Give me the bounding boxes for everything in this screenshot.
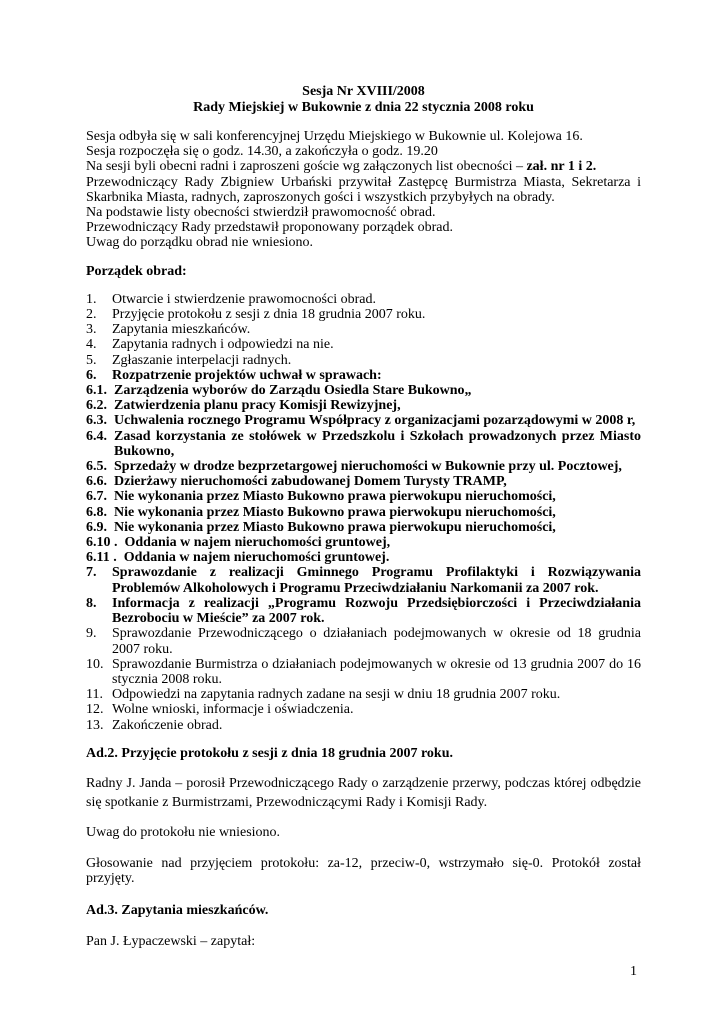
agenda-item-number: 6.1. [86, 383, 114, 399]
agenda-item-number: 6.7. [86, 489, 114, 505]
intro-section [86, 129, 641, 251]
attachment-reference: zał. nr 1 i 2. [526, 159, 597, 175]
ad2-paragraph-2: Uwag do protokołu nie wniesiono. [86, 824, 281, 840]
agenda-item-number: 13. [86, 717, 111, 733]
agenda-item [86, 565, 641, 595]
intro-line-2: Sesja rozpoczęła się o godz. 14.30, a zakończyła o godz. 19.20 [86, 144, 438, 160]
intro-line-6: Przewodniczący Rady przedstawił proponowany porządek obrad. [86, 220, 453, 236]
agenda-item-number: 1. [86, 291, 104, 307]
agenda-item [86, 657, 641, 687]
agenda-item-number: 4. [86, 337, 104, 353]
agenda-item-number: 2. [86, 307, 104, 323]
agenda-item [86, 383, 641, 398]
intro-line-5: Na podstawie listy obecności stwierdził prawomocność obrad. [86, 205, 436, 221]
agenda-item-text: Nie wykonania przez Miasto Bukowno prawa pierwokupu nieruchomości, [114, 519, 556, 535]
agenda-heading: Porządek obrad: [86, 263, 187, 279]
agenda-item-number: 3. [86, 322, 104, 338]
agenda-item [86, 520, 641, 535]
agenda-item-text: Zapytania radnych i odpowiedzi na nie. [112, 337, 334, 353]
agenda-item [86, 292, 641, 307]
agenda-item-number: 8. [86, 595, 104, 611]
agenda-item-number: 6.5. [86, 459, 114, 475]
agenda-item-number: 6. [86, 367, 104, 383]
intro-line-3-text: Na sesji byli obecni radni i zaproszeni goście wg załączonych list obecności – [86, 159, 527, 175]
agenda-item-number: 12. [86, 702, 111, 718]
agenda-item-number: 6.4. [86, 428, 114, 444]
agenda-item [86, 368, 641, 383]
agenda-item-text: Zapytania mieszkańców. [112, 322, 251, 338]
agenda-item-text: Oddania w najem nieruchomości gruntowej, [124, 535, 391, 551]
intro-line-4: Przewodniczący Rady Zbigniew Urbański przywitał Zastępcę Burmistrza Miasta, Sekretarza i Skarbnika Miasta, radnych, zaproszonych gości i wszystkich przybyłych na obrady. [86, 174, 641, 205]
agenda-item-text: Rozpatrzenie projektów uchwał w sprawach: [112, 367, 382, 383]
agenda-item [86, 307, 641, 322]
intro-line-7: Uwag do porządku obrad nie wniesiono. [86, 235, 314, 251]
agenda-item-number: 6.2. [86, 398, 114, 414]
agenda-item-text: Zgłaszanie interpelacji radnych. [112, 352, 292, 368]
ad2-heading: Ad.2. Przyjęcie protokołu z sesji z dnia 18 grudnia 2007 roku. [86, 745, 453, 761]
ad2-paragraph-1: Radny J. Janda – porosił Przewodniczącego Rady o zarządzenie przerwy, podczas której odbędzie się spotkanie z Burmistrzami, Przewodniczącymi Rady i Komisji Rady. [86, 775, 641, 810]
agenda-item [86, 353, 641, 368]
agenda-item-text: Wolne wnioski, informacje i oświadczenia. [112, 702, 354, 718]
agenda-item-number: 6.10 . [86, 535, 125, 551]
agenda-item [86, 626, 641, 656]
agenda-item [86, 550, 641, 565]
agenda-item [86, 413, 641, 428]
agenda-item-number: 6.9. [86, 519, 114, 535]
agenda-item-number: 7. [86, 565, 104, 581]
agenda-item [86, 337, 641, 352]
agenda-item [86, 474, 641, 489]
ad2-paragraph-3: Głosowanie nad przyjęciem protokołu: za-12, przeciw-0, wstrzymało się-0. Protokół został przyjęty. [86, 856, 641, 887]
agenda-item-text: Nie wykonania przez Miasto Bukowno prawa pierwokupu nieruchomości, [114, 504, 556, 520]
agenda-item-number: 10. [86, 656, 111, 672]
session-title: Sesja Nr XVIII/2008 [302, 84, 425, 99]
agenda-item [86, 459, 641, 474]
agenda-item [86, 322, 641, 337]
agenda-item-text: Uchwalenia rocznego Programu Współpracy z organizacjami pozarządowymi w 2008 r, [114, 413, 636, 429]
agenda-item-text: Odpowiedzi na zapytania radnych zadane na sesji w dniu 18 grudnia 2007 roku. [112, 687, 561, 703]
agenda-item [86, 505, 641, 520]
document-page [86, 84, 641, 949]
intro-line-1: Sesja odbyła się w sali konferencyjnej Urzędu Miejskiego w Bukownie ul. Kolejowa 16. [86, 129, 583, 144]
agenda-item [86, 398, 641, 413]
intro-line-3 [86, 159, 641, 174]
agenda-item-text: Sprawozdanie Przewodniczącego o działaniach podejmowanych w okresie od 18 grudnia 2007 roku. [112, 626, 641, 657]
session-subtitle: Rady Miejskiej w Bukownie z dnia 22 stycznia 2008 roku [193, 100, 534, 115]
agenda-item-text: Sprawozdanie z realizacji Gminnego Programu Profilaktyki i Rozwiązywania Problemów Alkoholowych i Programu Przeciwdziałaniu Narkomanii za 2007 rok. [112, 565, 641, 596]
agenda-item-number: 6.6. [86, 474, 114, 490]
agenda-item-number: 6.8. [86, 504, 114, 520]
ad3-paragraph-1: Pan J. Łypaczewski – zapytał: [86, 933, 256, 949]
agenda-item-text: Otwarcie i stwierdzenie prawomocności obrad. [112, 291, 376, 307]
agenda-item-text: Zarządzenia wyborów do Zarządu Osiedla Stare Bukowno„ [114, 383, 472, 399]
agenda-item-text: Sprzedaży w drodze bezprzetargowej nieruchomości w Bukownie przy ul. Pocztowej, [114, 459, 622, 475]
agenda-item [86, 429, 641, 459]
agenda-item [86, 535, 641, 550]
agenda-item [86, 596, 641, 626]
agenda-item-number: 9. [86, 626, 104, 642]
agenda-item-text: Informacja z realizacji „Programu Rozwoju Przedsiębiorczości i Przeciwdziałania Bezrobociu w Mieście” za 2007 rok. [112, 595, 641, 627]
agenda-item-number: 6.3. [86, 413, 114, 429]
agenda-item-text: Przyjęcie protokołu z sesji z dnia 18 grudnia 2007 roku. [112, 307, 426, 323]
agenda-item-text: Oddania w najem nieruchomości gruntowej. [123, 550, 390, 566]
agenda-item-number: 11. [86, 687, 110, 703]
agenda-item-text: Sprawozdanie Burmistrza o działaniach podejmowanych w okresie od 13 grudnia 2007 do 16 stycznia 2008 roku. [112, 656, 641, 687]
agenda-item-number: 6.11 . [86, 550, 124, 566]
ad3-heading: Ad.3. Zapytania mieszkańców. [86, 902, 269, 918]
agenda-item-text: Zakończenie obrad. [112, 717, 223, 733]
agenda-item-number: 5. [86, 352, 104, 368]
agenda-item [86, 718, 641, 733]
agenda-item-text: Zatwierdzenia planu pracy Komisji Rewizyjnej, [114, 398, 401, 414]
agenda-item [86, 702, 641, 717]
agenda-item-text: Zasad korzystania ze stołówek w Przedszkolu i Szkołach prowadzonych przez Miasto Bukowno, [114, 428, 641, 459]
agenda-item-text: Dzierżawy nieruchomości zabudowanej Domem Turysty TRAMP, [114, 474, 507, 490]
agenda-list [86, 292, 641, 733]
agenda-item-text: Nie wykonania przez Miasto Bukowno prawa pierwokupu nieruchomości, [114, 489, 556, 505]
page-number: 1 [630, 964, 637, 979]
agenda-item [86, 489, 641, 504]
agenda-item [86, 687, 641, 702]
